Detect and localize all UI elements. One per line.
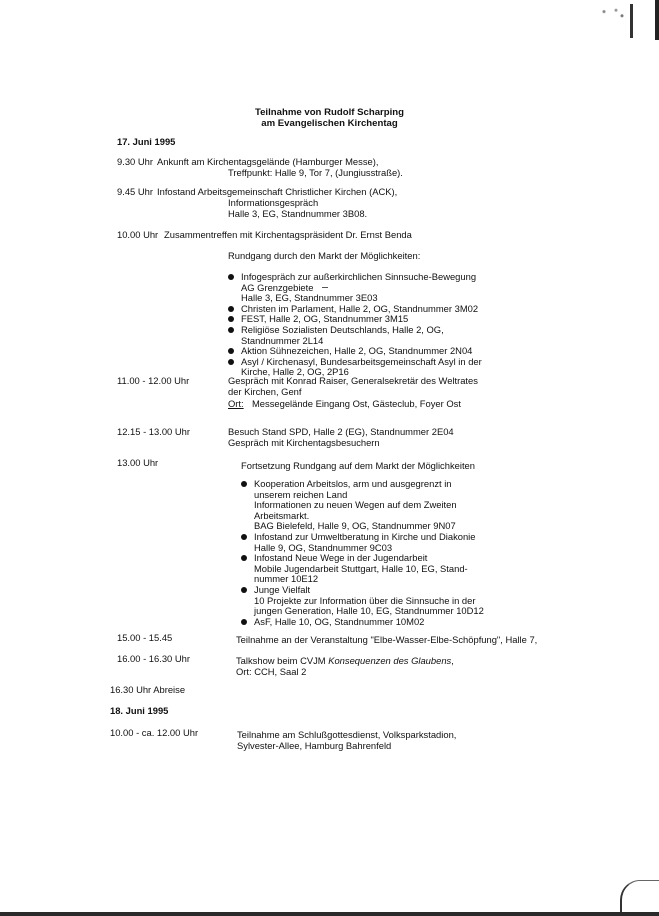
entry-1215-line2: Gespräch mit Kirchentagsbesuchern bbox=[228, 437, 380, 448]
list-item: Aktion Sühnezeichen, Halle 2, OG, Standnummer 2N04 bbox=[228, 346, 482, 357]
bullet-icon bbox=[241, 555, 247, 561]
time-1000: 10.00 Uhr bbox=[117, 229, 159, 240]
page-curl bbox=[620, 880, 659, 913]
list-item: AsF, Halle 10, OG, Standnummer 10M02 bbox=[241, 617, 484, 628]
scan-edge-mark bbox=[655, 0, 659, 40]
entry-1600-line1: Talkshow beim CVJM Konsequenzen des Glaubens, bbox=[236, 655, 454, 666]
bullet-icon bbox=[241, 481, 247, 487]
time-930: 9.30 Uhr bbox=[117, 156, 153, 167]
time-day2-1000: 10.00 - ca. 12.00 Uhr bbox=[110, 727, 199, 738]
entry-1100-line2: der Kirchen, Genf bbox=[228, 386, 302, 397]
bullet-icon bbox=[228, 348, 234, 354]
time-1600: 16.00 - 16.30 Uhr bbox=[117, 653, 190, 664]
entry-1100-line1: Gespräch mit Konrad Raiser, Generalsekretär des Weltrates bbox=[228, 375, 478, 386]
time-1300: 13.00 Uhr bbox=[117, 457, 159, 468]
list-item: FEST, Halle 2, OG, Standnummer 3M15 bbox=[228, 314, 482, 325]
scan-edge-bar bbox=[630, 4, 633, 38]
entry-1500-line1: Teilnahme an der Veranstaltung "Elbe-Wasser-Elbe-Schöpfung", Halle 7, bbox=[236, 634, 538, 645]
doc-title-line2: am Evangelischen Kirchentag bbox=[261, 118, 398, 129]
bullet-icon bbox=[228, 359, 234, 365]
entry-930-line1: Ankunft am Kirchentagsgelände (Hamburger Messe), bbox=[157, 156, 379, 167]
entry-1300-intro: Fortsetzung Rundgang auf dem Markt der Möglichkeiten bbox=[241, 460, 475, 471]
time-1100: 11.00 - 12.00 Uhr bbox=[117, 375, 190, 386]
bullet-list-1000 bbox=[228, 272, 482, 378]
entry-1600-line2: Ort: CCH, Saal 2 bbox=[236, 666, 307, 677]
list-item: Asyl / Kirchenasyl, Bundesarbeitsgemeinschaft Asyl in der Kirche, Halle 2, OG, 2P16 bbox=[228, 357, 482, 378]
entry-1215-line1: Besuch Stand SPD, Halle 2 (EG), Standnummer 2E04 bbox=[228, 426, 454, 437]
list-item: Kooperation Arbeitslos, arm und ausgegrenzt in unserem reichen Land Informationen zu neuen Wegen auf dem Zweiten Arbeitsmarkt. BAG Bielefeld, Halle 9, OG, Standnummer 9N07 bbox=[241, 479, 484, 532]
scan-bottom-edge bbox=[0, 912, 659, 916]
bullet-icon bbox=[228, 306, 234, 312]
date-heading-day2: 18. Juni 1995 bbox=[110, 705, 169, 716]
bullet-icon bbox=[241, 619, 247, 625]
bullet-icon bbox=[228, 274, 234, 280]
entry-945-line1: Infostand Arbeitsgemeinschaft Christlicher Kirchen (ACK), bbox=[157, 186, 398, 197]
doc-title-line1: Teilnahme von Rudolf Scharping bbox=[254, 107, 405, 118]
time-1215: 12.15 - 13.00 Uhr bbox=[117, 426, 190, 437]
scan-noise bbox=[598, 6, 628, 20]
list-item: Christen im Parlament, Halle 2, OG, Standnummer 3M02 bbox=[228, 304, 482, 315]
list-item: Infostand zur Umweltberatung in Kirche und Diakonie Halle 9, OG, Standnummer 9C03 bbox=[241, 532, 484, 553]
time-1630-abreise: 16.30 Uhr Abreise bbox=[110, 684, 186, 695]
entry-1100-ort-label: Ort: bbox=[228, 398, 244, 409]
bullet-icon bbox=[241, 587, 247, 593]
entry-day2-line2: Sylvester-Allee, Hamburg Bahrenfeld bbox=[237, 740, 392, 751]
list-item: Infostand Neue Wege in der Jugendarbeit Mobile Jugendarbeit Stuttgart, Halle 10, EG, Stand- nummer 10E12 bbox=[241, 553, 484, 585]
entry-day2-line1: Teilnahme am Schlußgottesdienst, Volksparkstadion, bbox=[237, 729, 457, 740]
list-item: Infogespräch zur außerkirchlichen Sinnsuche-Bewegung AG Grenzgebiete Halle 3, EG, Standnummer 3E03 bbox=[228, 272, 482, 304]
list-item: Junge Vielfalt 10 Projekte zur Information über die Sinnsuche in der jungen Generation, Halle 10, EG, Standnummer 10D12 bbox=[241, 585, 484, 617]
list-item: Religiöse Sozialisten Deutschlands, Halle 2, OG, Standnummer 2L14 bbox=[228, 325, 482, 346]
bullet-icon bbox=[228, 327, 234, 333]
bullet-icon bbox=[241, 534, 247, 540]
date-heading-day1: 17. Juni 1995 bbox=[117, 136, 176, 147]
entry-1000-intro: Rundgang durch den Markt der Möglichkeiten: bbox=[228, 250, 421, 261]
entry-945-line2: Informationsgespräch bbox=[228, 197, 319, 208]
time-945: 9.45 Uhr bbox=[117, 186, 153, 197]
bullet-list-1300 bbox=[241, 479, 484, 627]
entry-945-line3: Halle 3, EG, Standnummer 3B08. bbox=[228, 208, 368, 219]
entry-1100-ort-value: Messegelände Eingang Ost, Gästeclub, Foyer Ost bbox=[252, 398, 461, 409]
time-1500: 15.00 - 15.45 bbox=[117, 632, 173, 643]
bullet-icon bbox=[228, 316, 234, 322]
entry-930-line2: Treffpunkt: Halle 9, Tor 7, (Jungiusstraße). bbox=[228, 167, 403, 178]
entry-1000-line1: Zusammentreffen mit Kirchentagspräsident Dr. Ernst Benda bbox=[164, 229, 412, 240]
